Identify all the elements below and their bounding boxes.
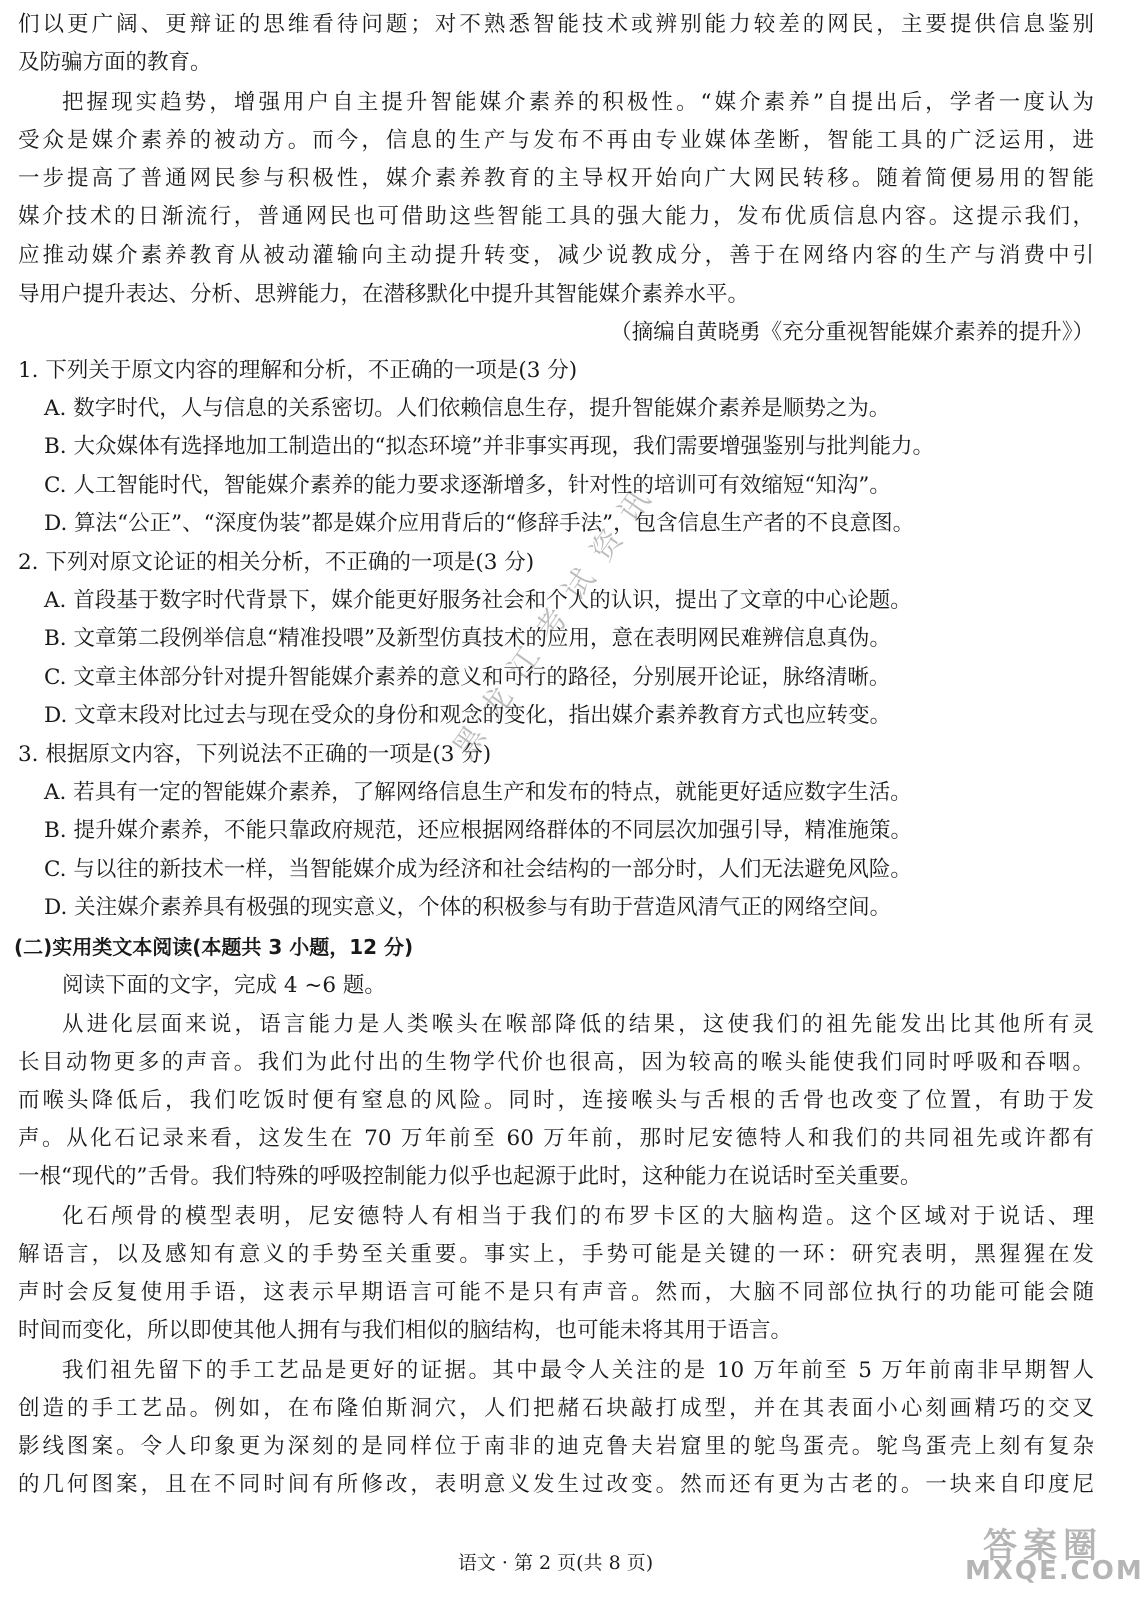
body-text-line: 一步提高了普通网民参与积极性，媒介素养教育的主导权开始向广大网民转移。随着简便易用的智能 bbox=[18, 166, 1094, 191]
option-d: D. 算法“公正”、“深度伪装”都是媒介应用背后的“修辞手法”，包含信息生产者的不良意图。 bbox=[44, 511, 915, 536]
option-a: A. 首段基于数字时代背景下，媒介能更好服务社会和个人的认识，提出了文章的中心论题。 bbox=[44, 588, 912, 613]
logo-line-2: MXQE.COM bbox=[965, 1556, 1144, 1586]
body-text-line: 导用户提升表达、分析、思辨能力，在潜移默化中提升其智能媒介素养水平。 bbox=[18, 282, 750, 307]
option-c: C. 与以往的新技术一样，当智能媒介成为经济和社会结构的一部分时，人们无法避免风险。 bbox=[44, 857, 912, 882]
body-text-line: 化石颅骨的模型表明，尼安德特人有相当于我们的布罗卡区的大脑构造。这个区域对于说话、理 bbox=[62, 1204, 1094, 1229]
option-b: B. 提升媒介素养，不能只靠政府规范，还应根据网络群体的不同层次加强引导，精准施策。 bbox=[44, 818, 912, 843]
body-text-line: 媒介技术的日渐流行，普通网民也可借助这些智能工具的强大能力，发布优质信息内容。这提示我们， bbox=[18, 204, 1094, 229]
body-text-line: 解语言，以及感知有意义的手势至关重要。事实上，手势可能是关键的一环：研究表明，黑猩猩在发 bbox=[18, 1242, 1094, 1267]
body-text-line: 及防骗方面的教育。 bbox=[18, 50, 212, 75]
body-text-line: 影线图案。令人印象更为深刻的是同样位于南非的迪克鲁夫岩窟里的鸵鸟蛋壳。鸵鸟蛋壳上刻有复杂 bbox=[18, 1434, 1094, 1459]
body-text-line: 从进化层面来说，语言能力是人类喉头在喉部降低的结果，这使我们的祖先能发出比其他所有灵 bbox=[62, 1012, 1094, 1037]
watermark-text: 黑龙江考试资讯 bbox=[446, 469, 668, 765]
body-text-line: 时间而变化，所以即使其他人拥有与我们相似的脑结构，也可能未将其用于语言。 bbox=[18, 1318, 793, 1343]
body-text-line: 受众是媒介素养的被动方。而今，信息的生产与发布不再由专业媒体垄断，智能工具的广泛运用，进 bbox=[18, 128, 1094, 153]
section-heading: (二)实用类文本阅读(本题共 3 小题，12 分) bbox=[14, 935, 414, 959]
question-stem: 3. 根据原文内容，下列说法不正确的一项是(3 分) bbox=[18, 742, 492, 767]
body-text-line: 把握现实趋势，增强用户自主提升智能媒介素养的积极性。“媒介素养”自提出后，学者一度认为 bbox=[62, 90, 1094, 115]
body-text-line: 创造的手工艺品。例如，在布隆伯斯洞穴，人们把赭石块敲打成型，并在其表面小心刻画精巧的交叉 bbox=[18, 1396, 1094, 1421]
option-c: C. 文章主体部分针对提升智能媒介素养的意义和可行的路径，分别展开论证，脉络清晰。 bbox=[44, 665, 891, 690]
option-c: C. 人工智能时代，智能媒介素养的能力要求逐渐增多，针对性的培训可有效缩短“知沟”。 bbox=[44, 473, 891, 498]
option-a: A. 数字时代，人与信息的关系密切。人们依赖信息生存，提升智能媒介素养是顺势之为。 bbox=[44, 396, 891, 421]
option-d: D. 关注媒介素养具有极强的现实意义，个体的积极参与有助于营造风清气正的网络空间。 bbox=[44, 895, 892, 920]
body-text-line: 声时会反复使用手语，这表示早期语言可能不是只有声音。然而，大脑不同部位执行的功能可能会随 bbox=[18, 1280, 1094, 1305]
source-citation: （摘编自黄晓勇《充分重视智能媒介素养的提升》） bbox=[610, 320, 1094, 345]
question-stem: 1. 下列关于原文内容的理解和分析，不正确的一项是(3 分) bbox=[18, 358, 578, 383]
body-text-line: 声。从化石记录来看，这发生在 70 万年前至 60 万年前，那时尼安德特人和我们的共同祖先或许都有 bbox=[18, 1126, 1094, 1151]
body-text-line: 应推动媒介素养教育从被动灌输向主动提升转变，减少说教成分，善于在网络内容的生产与消费中引 bbox=[18, 243, 1094, 268]
page-footer: 语文 · 第 2 页(共 8 页) bbox=[457, 1552, 654, 1574]
option-b: B. 大众媒体有选择地加工制造出的“拟态环境”并非事实再现，我们需要增强鉴别与批判能力。 bbox=[44, 434, 934, 459]
body-text-line: 长目动物更多的声音。我们为此付出的生物学代价也很高，因为较高的喉头能使我们同时呼吸和吞咽。 bbox=[18, 1050, 1094, 1075]
option-a: A. 若具有一定的智能媒介素养，了解网络信息生产和发布的特点，就能更好适应数字生活。 bbox=[44, 780, 912, 805]
body-text-line: 们以更广阔、更辩证的思维看待问题；对不熟悉智能技术或辨别能力较差的网民，主要提供信息鉴别 bbox=[18, 12, 1094, 37]
instruction-text: 阅读下面的文字，完成 4 ~6 题。 bbox=[62, 973, 386, 998]
body-text-line: 一根“现代的”舌骨。我们特殊的呼吸控制能力似乎也起源于此时，这种能力在说话时至关重要。 bbox=[18, 1164, 922, 1189]
body-text-line: 的几何图案，且在不同时间有所修改，表明意义发生过改变。然而还有更为古老的。一块来自印度尼 bbox=[18, 1472, 1094, 1497]
logo-line-1: 答案圈 bbox=[983, 1526, 1103, 1566]
option-b: B. 文章第二段例举信息“精准投喂”及新型仿真技术的应用，意在表明网民难辨信息真伪。 bbox=[44, 626, 891, 651]
site-logo bbox=[953, 1518, 1144, 1588]
option-d: D. 文章末段对比过去与现在受众的身份和观念的变化，指出媒介素养教育方式也应转变。 bbox=[44, 703, 892, 728]
body-text-line: 我们祖先留下的手工艺品是更好的证据。其中最令人关注的是 10 万年前至 5 万年前南非早期智人 bbox=[62, 1358, 1094, 1383]
question-stem: 2. 下列对原文论证的相关分析，不正确的一项是(3 分) bbox=[18, 550, 535, 575]
body-text-line: 而喉头降低后，我们吃饭时便有窒息的风险。同时，连接喉头与舌根的舌骨也改变了位置，有助于发 bbox=[18, 1088, 1094, 1113]
